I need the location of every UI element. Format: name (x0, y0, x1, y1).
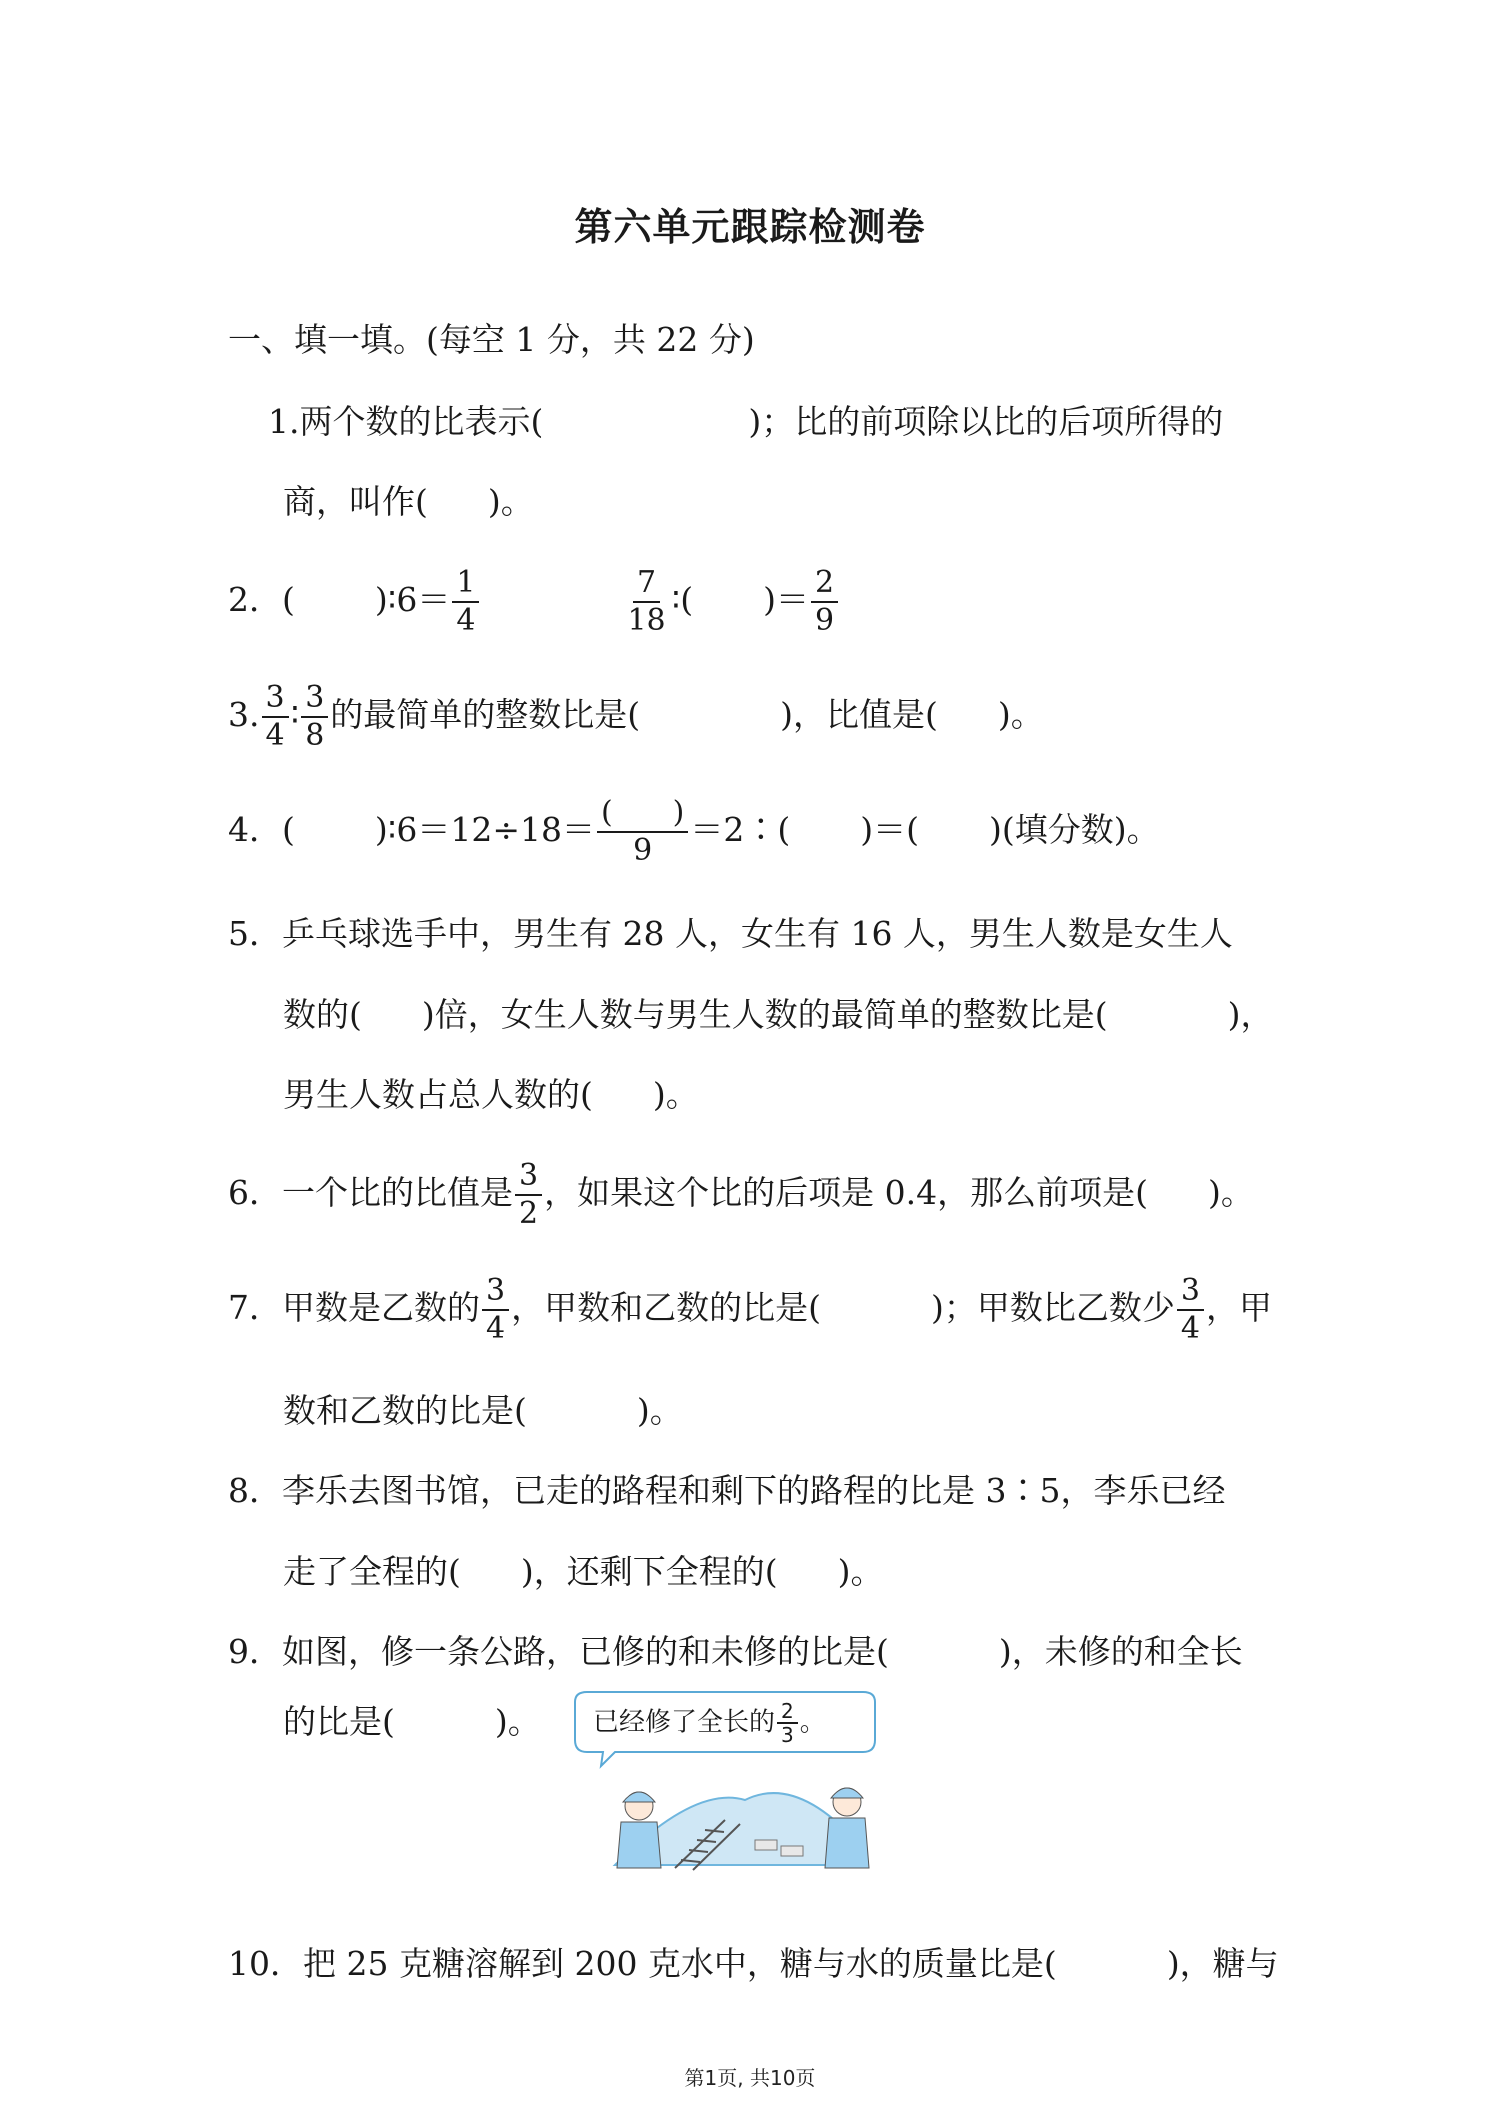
question-5-line-2 (283, 993, 1274, 1037)
q8-text-c: )，还剩下全程的( (520, 1552, 778, 1591)
question-7-line-2 (283, 1389, 683, 1433)
question-9-line-2 (283, 1700, 541, 1744)
q2-fraction-1-den: 4 (456, 603, 476, 638)
q3-fraction-1-num: 3 (262, 680, 289, 718)
q2-fraction-3 (811, 565, 838, 639)
page-title: 第六单元跟踪检测卷 (574, 205, 926, 249)
q3-fraction-1-den: 4 (265, 718, 285, 753)
q7-fraction-2-num: 3 (1177, 1273, 1204, 1311)
q6-fraction-num: 3 (515, 1158, 542, 1196)
q7-fraction-1-num: 3 (482, 1273, 509, 1311)
q7-fraction-1 (482, 1273, 509, 1347)
question-1-line-1 (268, 400, 1223, 444)
bubble-fraction (777, 1700, 798, 1746)
bubble-text: 已经修了全长的 (593, 1707, 776, 1738)
q2-fraction-2-num: 7 (633, 565, 660, 603)
q9-text-a: 9．如图，修一条公路，已修的和未修的比是( (228, 1632, 889, 1671)
q6-fraction (515, 1158, 542, 1232)
road-illustration (555, 1690, 895, 1884)
q4-text-e: )(填分数)。 (989, 810, 1160, 849)
q9-text-c: 的比是( (283, 1702, 395, 1741)
question-5-line-3 (283, 1073, 699, 1117)
q5-text-e: 男生人数占总人数的( (283, 1075, 593, 1114)
q1-text-c: 商，叫作( (283, 482, 428, 521)
q4-fraction-num: ( ) (597, 795, 688, 833)
q7-fraction-1-den: 4 (486, 1311, 506, 1346)
q6-text-a: 6．一个比的比值是 (228, 1173, 513, 1212)
q3-colon: ∶ (290, 695, 300, 734)
q3-fraction-1 (262, 680, 289, 754)
q4-fraction (597, 795, 688, 869)
bubble-fraction-num: 2 (777, 1700, 798, 1724)
q2-text-c: ∶( (671, 580, 694, 619)
q5-text-d: )， (1227, 995, 1274, 1034)
question-7-line-1 (228, 1268, 1272, 1348)
page-footer: 第1页, 共10页 (684, 2066, 816, 2090)
q3-text-a: 3. (228, 695, 260, 734)
q7-text-d: ，甲 (1205, 1288, 1272, 1327)
question-9-line-1 (228, 1630, 1243, 1674)
bubble-text-end: 。 (799, 1707, 826, 1738)
q2-fraction-3-den: 9 (814, 603, 835, 638)
q7-fraction-2 (1177, 1273, 1204, 1347)
q2-fraction-1 (452, 565, 479, 639)
q7-text-a: 7．甲数是乙数的 (228, 1288, 480, 1327)
question-4 (228, 790, 1160, 870)
q3-fraction-2-num: 3 (301, 680, 328, 718)
q2-text-a: 2．( (228, 580, 295, 619)
question-10 (228, 1942, 1279, 1986)
question-5-line-1: 5．乒乓球选手中，男生有 28 人，女生有 16 人，男生人数是女生人 (228, 914, 1233, 953)
q6-text-b: ，如果这个比的后项是 0.4，那么前项是( (544, 1173, 1148, 1212)
q9-text-b: )，未修的和全长 (998, 1632, 1243, 1671)
q10-text-a: 10．把 25 克糖溶解到 200 克水中，糖与水的质量比是( (228, 1944, 1057, 1983)
q7-text-e: 数和乙数的比是( (283, 1391, 527, 1430)
q2-fraction-2-den: 18 (627, 603, 666, 638)
section-heading: 一、填一填。(每空 1 分，共 22 分) (228, 320, 755, 359)
question-8-line-2 (283, 1550, 884, 1594)
q5-text-c: )倍，女生人数与男生人数的最简单的整数比是( (421, 995, 1108, 1034)
q2-fraction-1-num: 1 (452, 565, 479, 603)
q3-text-c: )，比值是( (780, 695, 938, 734)
q8-text-b: 走了全程的( (283, 1552, 461, 1591)
q4-text-c: ＝2∶( (690, 810, 791, 849)
q9-text-d: )。 (494, 1702, 541, 1741)
q5-text-b: 数的( (283, 995, 362, 1034)
q3-text-d: )。 (997, 695, 1044, 734)
q3-fraction-2-den: 8 (305, 718, 325, 753)
question-1-line-2 (283, 480, 534, 524)
q8-text-d: )。 (837, 1552, 884, 1591)
q6-text-c: )。 (1207, 1173, 1254, 1212)
q4-fraction-den: 9 (633, 833, 653, 868)
q7-text-g: )。 (636, 1391, 683, 1430)
q5-text-f: )。 (652, 1075, 699, 1114)
q2-text-d: )＝ (763, 580, 809, 619)
q3-text-b: 的最简单的整数比是( (330, 695, 641, 734)
q7-text-c: )；甲数比乙数少 (930, 1288, 1175, 1327)
q2-fraction-2 (623, 565, 669, 639)
q7-text-b: ，甲数和乙数的比是( (511, 1288, 821, 1327)
q4-text-b: )∶6＝12÷18＝ (374, 810, 595, 849)
q7-fraction-2-den: 4 (1180, 1311, 1200, 1346)
q2-text-b: )∶6＝ (374, 580, 451, 619)
q4-text-a: 4．( (228, 810, 295, 849)
q6-fraction-den: 2 (519, 1196, 539, 1231)
q10-text-b: )，糖与 (1166, 1944, 1279, 1983)
q1-text-d: )。 (487, 482, 534, 521)
q2-fraction-3-num: 2 (811, 565, 838, 603)
q3-fraction-2 (301, 680, 328, 754)
q4-text-d: )＝( (860, 810, 920, 849)
question-8-line-1: 8．李乐去图书馆，已走的路程和剩下的路程的比是 3∶5，李乐已经 (228, 1471, 1226, 1510)
question-3 (228, 675, 1044, 755)
bubble-fraction-den: 3 (781, 1723, 794, 1747)
q1-text-a: 1.两个数的比表示( (268, 402, 544, 441)
speech-bubble-text (593, 1700, 826, 1746)
question-2 (228, 560, 840, 640)
q1-text-b: )；比的前项除以比的后项所得的 (748, 402, 1224, 441)
question-6 (228, 1153, 1254, 1233)
